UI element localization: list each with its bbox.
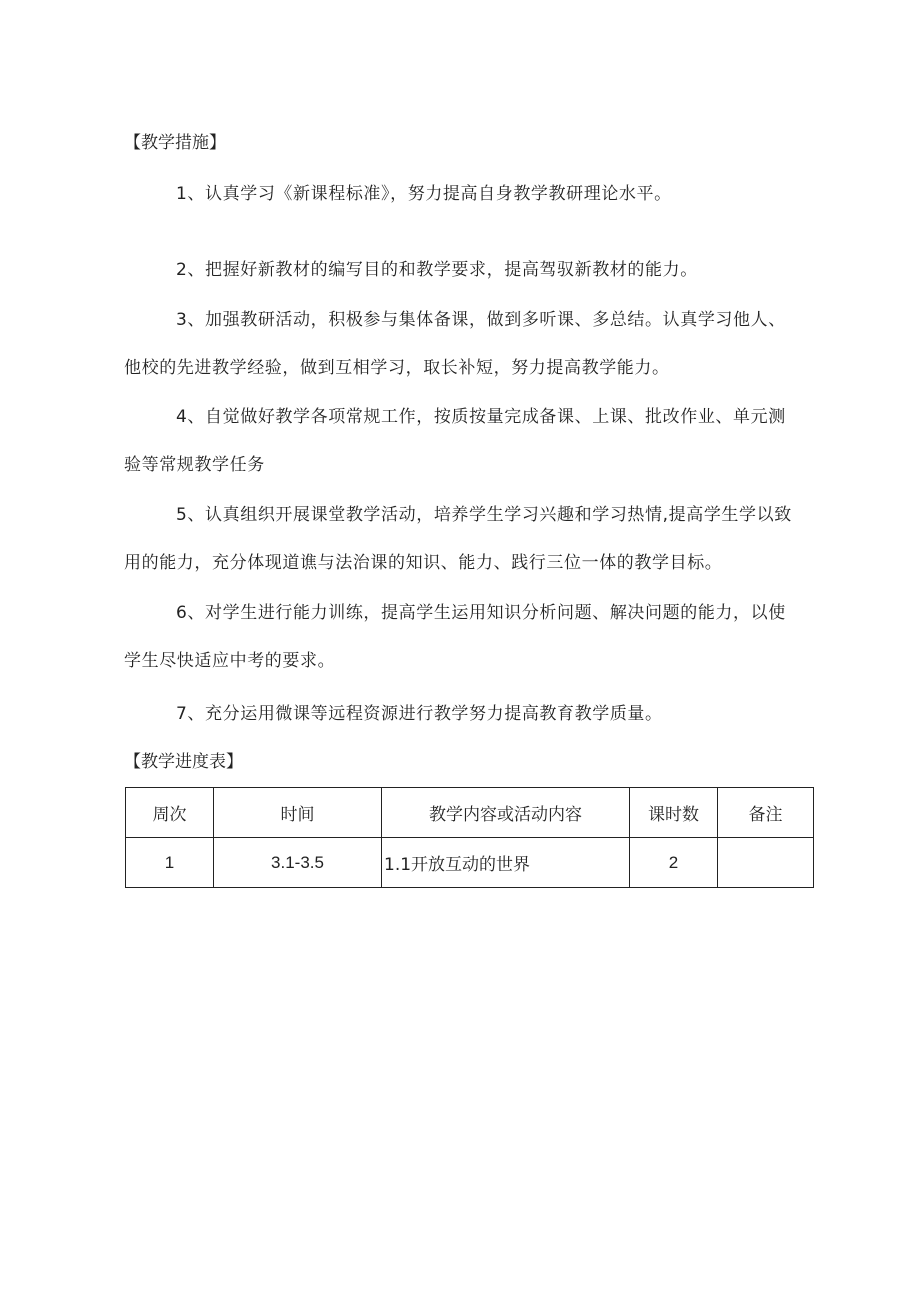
header-time: 时间 [214, 788, 382, 838]
measure-item-1: 1、认真学习《新课程标准》，努力提高自身教学教研理论水平。 [176, 184, 672, 204]
measure-item-5: 5、认真组织开展课堂教学活动，培养学生学习兴趣和学习热情,提高学生学以致用的能力，充分体现道谯与法治课的知识、能力、践行三位一体的教学目标。 [124, 505, 792, 573]
cell-week: 1 [126, 838, 214, 888]
cell-hours: 2 [630, 838, 718, 888]
cell-time: 3.1-3.5 [214, 838, 382, 888]
cell-content: 1.1开放互动的世界 [382, 838, 630, 888]
cell-notes [718, 838, 814, 888]
header-content: 教学内容或活动内容 [382, 788, 630, 838]
header-week: 周次 [126, 788, 214, 838]
schedule-heading: 【教学进度表】 [124, 752, 243, 772]
measure-item-2: 2、把握好新教材的编写目的和教学要求，提高驾驭新教材的能力。 [176, 260, 698, 280]
schedule-table [125, 787, 814, 888]
measure-item-6: 6、对学生进行能力训练，提高学生运用知识分析问题、解决问题的能力，以使学生尽快适应中考的要求。 [124, 603, 786, 671]
measure-item-4: 4、自觉做好教学各项常规工作，按质按量完成备课、上课、批改作业、单元测验等常规教学任务 [124, 407, 786, 475]
header-hours: 课时数 [630, 788, 718, 838]
table-header-row [126, 788, 814, 838]
measures-heading: 【教学措施】 [124, 133, 226, 153]
measure-item-3: 3、加强教研活动，积极参与集体备课，做到多听课、多总结。认真学习他人、他校的先进教学经验，做到互相学习，取长补短，努力提高教学能力。 [124, 310, 786, 378]
header-notes: 备注 [718, 788, 814, 838]
table-row [126, 838, 814, 888]
measure-item-7: 7、充分运用微课等远程资源进行教学努力提高教育教学质量。 [176, 704, 663, 724]
